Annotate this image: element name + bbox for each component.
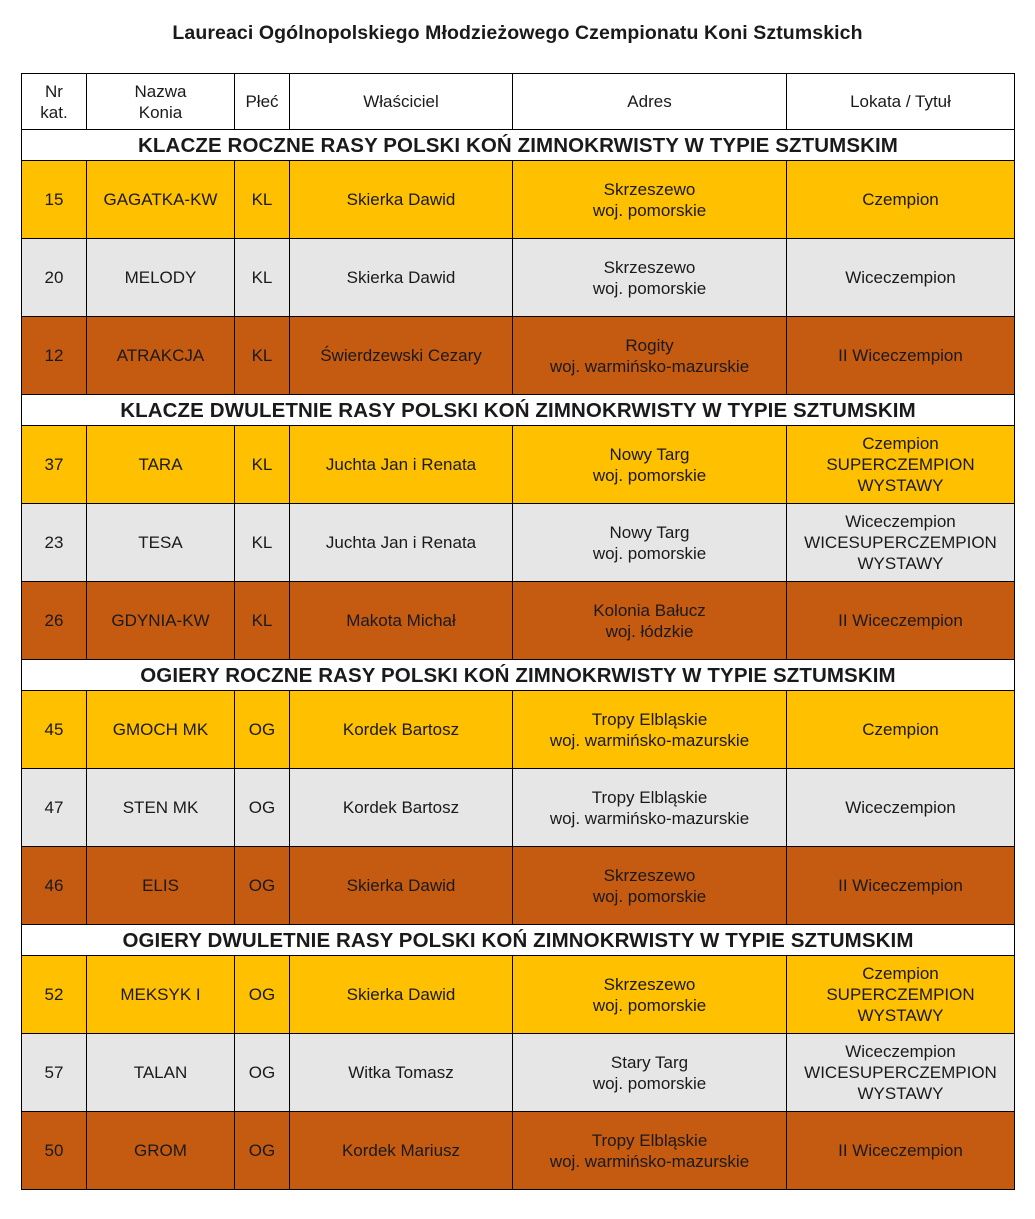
cell-line: Tropy Elbląskie [591,787,708,807]
cell-address [513,956,787,1034]
table-row [22,1034,1015,1112]
cell-award [787,582,1015,660]
cell-line: SUPERCZEMPION [826,455,975,474]
cell-nr: 15 [22,161,87,239]
cell-line: woj. warmińsko-mazurskie [549,808,750,828]
section-title: KLACZE ROCZNE RASY POLSKI KOŃ ZIMNOKRWISTY W TYPIE SZTUMSKIM [22,130,1015,161]
cell-nr: 45 [22,691,87,769]
cell-owner: Witka Tomasz [290,1034,513,1112]
cell-line: Czempion [862,964,939,983]
cell-nr: 37 [22,426,87,504]
cell-nr: 47 [22,769,87,847]
cell-address [513,847,787,925]
table-row [22,239,1015,317]
cell-name: GMOCH MK [87,691,235,769]
cell-line: WICESUPERCZEMPION [804,1063,997,1082]
table-row [22,317,1015,395]
cell-line: Wiceczempion [845,512,956,531]
cell-owner: Świerdzewski Cezary [290,317,513,395]
section-title: KLACZE DWULETNIE RASY POLSKI KOŃ ZIMNOKRWISTY W TYPIE SZTUMSKIM [22,395,1015,426]
cell-award [787,1034,1015,1112]
results-table [21,73,1015,1190]
header-owner: Właściciel [290,74,513,130]
cell-line: woj. pomorskie [592,200,707,220]
cell-name: MELODY [87,239,235,317]
cell-owner: Skierka Dawid [290,239,513,317]
cell-name: GAGATKA-KW [87,161,235,239]
cell-line: WYSTAWY [857,1006,944,1025]
table-row [22,161,1015,239]
cell-sex: OG [235,847,290,925]
cell-award [787,504,1015,582]
cell-line: Wiceczempion [845,798,956,817]
cell-owner: Skierka Dawid [290,956,513,1034]
table-row [22,847,1015,925]
cell-sex: KL [235,317,290,395]
cell-award [787,769,1015,847]
cell-address [513,582,787,660]
cell-line: woj. pomorskie [592,995,707,1015]
cell-line: woj. warmińsko-mazurskie [549,356,750,376]
cell-line: WICESUPERCZEMPION [804,533,997,552]
cell-line: Kolonia Bałucz [593,600,706,620]
cell-name: GDYNIA-KW [87,582,235,660]
cell-line: Skrzeszewo [603,865,696,885]
cell-line: woj. warmińsko-mazurskie [549,1151,750,1171]
table-row [22,769,1015,847]
section-title: OGIERY ROCZNE RASY POLSKI KOŃ ZIMNOKRWISTY W TYPIE SZTUMSKIM [22,660,1015,691]
cell-nr: 26 [22,582,87,660]
cell-line: WYSTAWY [857,554,944,573]
header-name: Nazwa Konia [87,74,235,130]
header-address: Adres [513,74,787,130]
cell-line: Skrzeszewo [603,257,696,277]
cell-line: Wiceczempion [845,1042,956,1061]
cell-line: Rogity [625,335,674,355]
cell-owner: Kordek Bartosz [290,691,513,769]
cell-nr: 12 [22,317,87,395]
cell-nr: 52 [22,956,87,1034]
cell-sex: OG [235,1112,290,1190]
cell-owner: Juchta Jan i Renata [290,426,513,504]
page-title: Laureaci Ogólnopolskiego Młodzieżowego Czempionatu Koni Sztumskich [172,22,863,44]
header-row [22,74,1015,130]
cell-sex: OG [235,956,290,1034]
cell-name: STEN MK [87,769,235,847]
cell-line: woj. pomorskie [592,465,707,485]
cell-line: woj. łódzkie [605,621,694,641]
cell-line: II Wiceczempion [838,1141,963,1160]
cell-line: WYSTAWY [857,476,944,495]
cell-award [787,691,1015,769]
cell-address [513,1112,787,1190]
cell-line: Nowy Targ [609,522,690,542]
table-row [22,956,1015,1034]
cell-award [787,956,1015,1034]
section-row [22,130,1015,161]
table-row [22,504,1015,582]
cell-owner: Skierka Dawid [290,847,513,925]
cell-name: TESA [87,504,235,582]
cell-line: Czempion [862,190,939,209]
section-row [22,925,1015,956]
cell-owner: Makota Michał [290,582,513,660]
cell-address [513,691,787,769]
cell-address [513,504,787,582]
cell-line: Nowy Targ [609,444,690,464]
cell-name: MEKSYK I [87,956,235,1034]
cell-sex: KL [235,239,290,317]
cell-line: Tropy Elbląskie [591,709,708,729]
cell-award [787,317,1015,395]
section-row [22,660,1015,691]
cell-name: TALAN [87,1034,235,1112]
section-row [22,395,1015,426]
table-row [22,691,1015,769]
cell-line: woj. pomorskie [592,1073,707,1093]
cell-owner: Skierka Dawid [290,161,513,239]
cell-name: ELIS [87,847,235,925]
cell-award [787,426,1015,504]
header-nr: Nr kat. [22,74,87,130]
cell-nr: 23 [22,504,87,582]
cell-line: WYSTAWY [857,1084,944,1103]
cell-line: SUPERCZEMPION [826,985,975,1004]
table-row [22,582,1015,660]
cell-address [513,1034,787,1112]
cell-sex: OG [235,769,290,847]
cell-line: woj. pomorskie [592,886,707,906]
cell-line: Czempion [862,720,939,739]
cell-sex: KL [235,504,290,582]
table-row [22,426,1015,504]
cell-award [787,1112,1015,1190]
cell-nr: 57 [22,1034,87,1112]
cell-nr: 20 [22,239,87,317]
cell-address [513,239,787,317]
cell-line: Stary Targ [610,1052,689,1072]
cell-address [513,161,787,239]
cell-address [513,426,787,504]
cell-line: Czempion [862,434,939,453]
cell-award [787,161,1015,239]
cell-address [513,769,787,847]
cell-sex: KL [235,161,290,239]
cell-line: woj. pomorskie [592,543,707,563]
cell-line: Skrzeszewo [603,179,696,199]
cell-line: II Wiceczempion [838,346,963,365]
cell-name: ATRAKCJA [87,317,235,395]
cell-owner: Kordek Bartosz [290,769,513,847]
cell-owner: Juchta Jan i Renata [290,504,513,582]
cell-award [787,239,1015,317]
cell-line: woj. pomorskie [592,278,707,298]
cell-owner: Kordek Mariusz [290,1112,513,1190]
cell-line: woj. warmińsko-mazurskie [549,730,750,750]
cell-address [513,317,787,395]
table-row [22,1112,1015,1190]
cell-name: TARA [87,426,235,504]
cell-name: GROM [87,1112,235,1190]
cell-sex: KL [235,582,290,660]
cell-line: Tropy Elbląskie [591,1130,708,1150]
section-title: OGIERY DWULETNIE RASY POLSKI KOŃ ZIMNOKRWISTY W TYPIE SZTUMSKIM [22,925,1015,956]
cell-line: II Wiceczempion [838,876,963,895]
cell-line: Skrzeszewo [603,974,696,994]
cell-nr: 50 [22,1112,87,1190]
cell-sex: OG [235,691,290,769]
cell-line: II Wiceczempion [838,611,963,630]
header-title: Lokata / Tytuł [787,74,1015,130]
header-sex: Płeć [235,74,290,130]
cell-nr: 46 [22,847,87,925]
cell-sex: OG [235,1034,290,1112]
cell-line: Wiceczempion [845,268,956,287]
cell-award [787,847,1015,925]
cell-sex: KL [235,426,290,504]
